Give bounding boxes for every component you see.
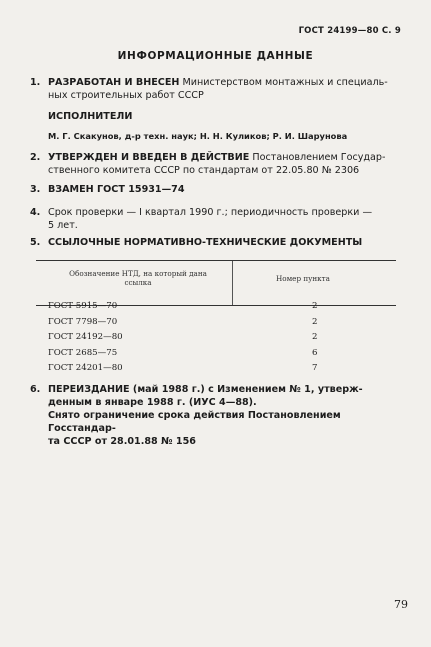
row-point: 2 [312, 332, 318, 342]
executors-heading: ИСПОЛНИТЕЛИ [48, 111, 133, 122]
item-text: денным в январе 1988 г. (ИУС 4—88). [48, 397, 257, 408]
row-point: 2 [312, 316, 318, 327]
item-text: ственного комитета СССР по стандартам от 22.05.80 № 2306 [48, 165, 360, 176]
info-item-6 [30, 383, 406, 448]
executors-names: М. Г. Скакунов, д-р техн. наук; Н. Н. Куликов; Р. И. Шарунова [48, 131, 348, 141]
info-item-2 [30, 151, 406, 177]
table-row [36, 317, 396, 333]
row-point: 2 [312, 301, 318, 311]
item-text: та СССР от 28.01.88 № 156 [48, 436, 196, 447]
item-text: 5 лет. [48, 220, 78, 231]
row-point: 6 [312, 347, 318, 358]
standard-header-code: ГОСТ 24199—80 С. 9 [298, 26, 401, 36]
table-row [36, 363, 396, 379]
table-header-document: Обозначение НТД, на который дана ссылка [69, 269, 207, 287]
row-document: ГОСТ 24201—80 [48, 363, 123, 373]
table-header-point: Номер пункта [276, 274, 330, 283]
item-heading: УТВЕРЖДЕН И ВВЕДЕН В ДЕЙСТВИЕ [48, 152, 250, 163]
item-text: Снято ограничение срока действия Постановлением Госстандар- [48, 410, 341, 434]
reference-documents-table [36, 260, 396, 380]
row-document: ГОСТ 2685—75 [48, 347, 118, 358]
item-heading: ПЕРЕИЗДАНИЕ [48, 384, 130, 395]
item-heading: ВЗАМЕН ГОСТ 15931—74 [48, 184, 185, 195]
item-number: 2. [30, 152, 41, 163]
page-title: ИНФОРМАЦИОННЫЕ ДАННЫЕ [117, 50, 314, 62]
table-row [36, 301, 396, 317]
table-row [36, 348, 396, 364]
row-document: ГОСТ 5915—70 [48, 301, 118, 311]
info-item-5 [30, 236, 406, 249]
item-heading: РАЗРАБОТАН И ВНЕСЕН [48, 77, 180, 88]
item-number: 6. [30, 384, 41, 395]
table-row [36, 332, 396, 348]
item-heading: ССЫЛОЧНЫЕ НОРМАТИВНО-ТЕХНИЧЕСКИЕ ДОКУМЕНТЫ [48, 237, 363, 248]
row-point: 7 [312, 363, 318, 373]
info-item-3 [30, 183, 406, 196]
row-document: ГОСТ 24192—80 [48, 332, 123, 342]
column-divider [232, 261, 233, 305]
item-text: (май 1988 г.) с Изменением № 1, утверж- [129, 384, 363, 395]
info-item-1 [30, 76, 406, 102]
item-number: 5. [30, 237, 41, 248]
row-document: ГОСТ 7798—70 [48, 316, 118, 327]
item-text: Постановлением Государ- [249, 152, 386, 163]
item-text: Срок проверки — I квартал 1990 г.; периодичность проверки — [48, 207, 373, 218]
item-number: 3. [30, 184, 41, 195]
item-number: 1. [30, 77, 41, 88]
page-number: 79 [394, 598, 408, 611]
item-text: ных строительных работ СССР [48, 90, 204, 101]
info-item-4 [30, 206, 406, 232]
item-number: 4. [30, 207, 41, 218]
item-text: Министерством монтажных и специаль- [179, 77, 388, 88]
